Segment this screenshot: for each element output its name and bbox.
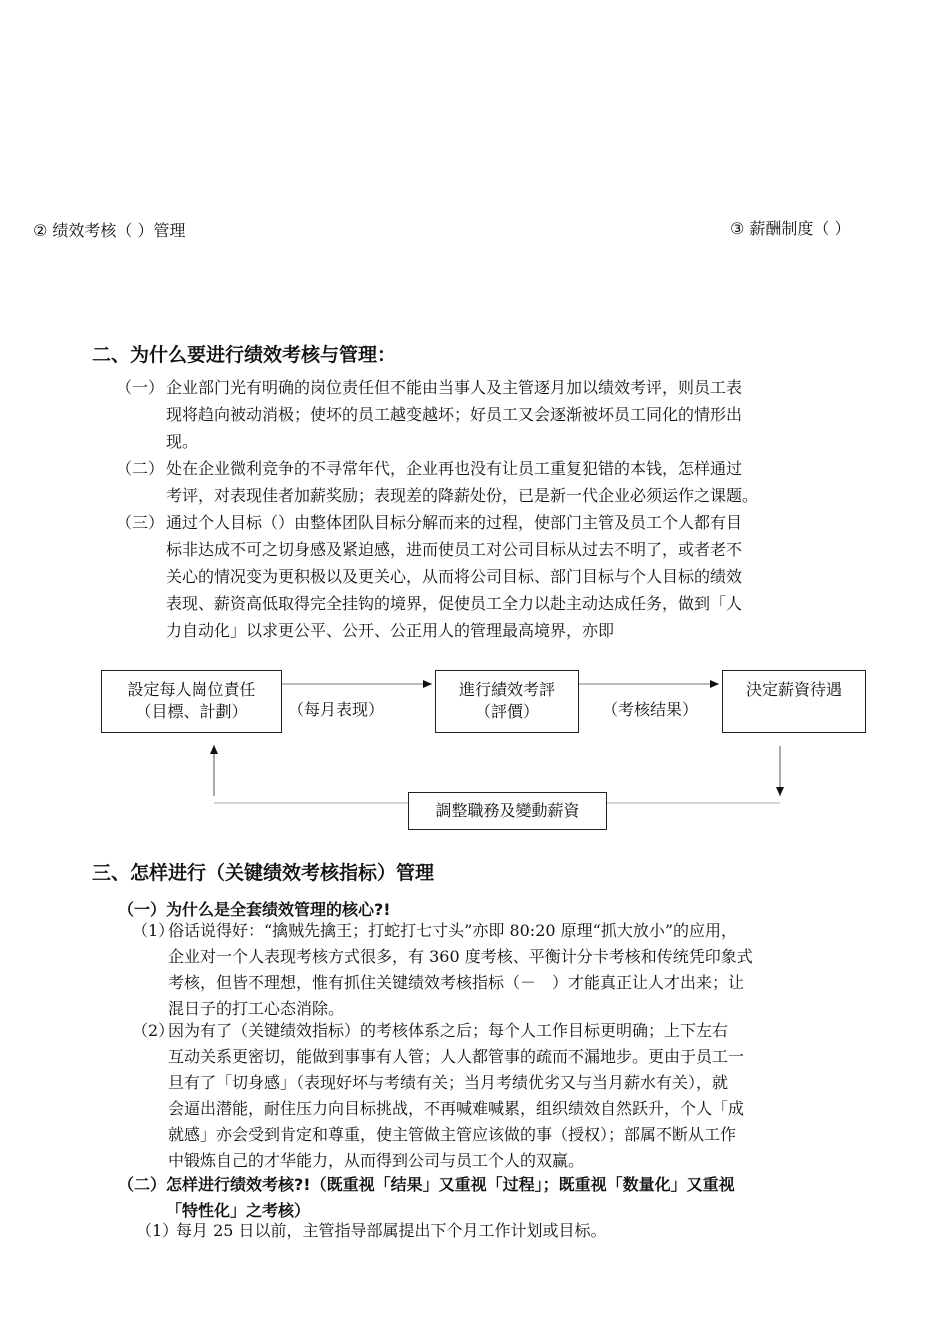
edge-label-monthly: （每月表现） [288, 700, 385, 719]
performance-review-label: ② 绩效考核（ ）管理 [33, 221, 186, 240]
heading-line: （二）怎样进行绩效考核?!（既重视「结果」又重视「过程」；既重视「数量化」又重视 [118, 1175, 735, 1194]
text-line: 关心的情况变为更积极以及更关心，从而将公司目标、部门目标与个人目标的绩效 [166, 567, 743, 586]
box-line: 進行績效考評 [458, 680, 555, 699]
text-line: 因为有了（关键绩效指标）的考核体系之后；每个人工作目标更明确；上下左右 [168, 1021, 729, 1040]
text-line: 现将趋向被动消极；使坏的员工越变越坏；好员工又会逐渐被坏员工同化的情形出 [166, 405, 743, 424]
item-number: （1） [132, 921, 175, 940]
text-line: 会逼出潜能，耐住压力向目标挑战，不再喊难喊累，组织绩效自然跃升，个人「成 [168, 1099, 745, 1118]
text-line: 俗话说得好：“擒贼先擒王；打蛇打七寸头”亦即 80:20 原理“抓大放小”的应用， [168, 921, 738, 940]
section-3-sub-1-item-2 [132, 1018, 872, 1174]
text-line: 考核，但皆不理想，惟有抓住关键绩效考核指标（－ ）才能真正让人才出来；让 [168, 973, 745, 992]
section-3-title: 三、怎样进行（关键绩效考核指标）管理 [92, 862, 435, 884]
section-3-sub-2-item-1 [136, 1218, 876, 1244]
box-line: 設定每人崗位責任 [127, 680, 256, 699]
text-line: 就感」亦会受到肯定和尊重，使主管做主管应该做的事（授权）；部属不断从工作 [168, 1125, 737, 1144]
item-number: （1） [136, 1221, 179, 1240]
flow-box-performance-review [435, 670, 579, 733]
flow-box-salary-decision [722, 670, 866, 733]
box-line: （目標、計劃） [135, 702, 248, 721]
section-3-sub-1-heading: （一）为什么是全套绩效管理的核心?! [118, 900, 391, 919]
item-number: （2） [132, 1021, 175, 1040]
item-number: （一） [116, 378, 165, 397]
flow-box-adjust-position [408, 792, 607, 830]
box-line: 決定薪資待遇 [745, 680, 842, 699]
edge-label-results: （考核结果） [602, 700, 699, 719]
item-number: （二） [116, 459, 165, 478]
text-line: 企业部门光有明确的岗位责任但不能由当事人及主管逐月加以绩效考评，则员工表 [166, 378, 743, 397]
box-line: 調整職務及變動薪資 [435, 801, 580, 820]
flow-box-set-responsibility [101, 670, 282, 733]
text-line: 旦有了「切身感」（表现好坏与考绩有关；当月考绩优劣又与当月薪水有关），就 [168, 1073, 729, 1092]
heading-line: 「特性化」之考核） [166, 1201, 311, 1220]
item-number: （三） [116, 513, 165, 532]
section-3-sub-2-heading [118, 1172, 735, 1224]
text-line: 互动关系更密切，能做到事事有人管；人人都管事的疏而不漏地步。更由于员工一 [168, 1047, 745, 1066]
text-line: 力自动化」以求更公平、公开、公正用人的管理最高境界，亦即 [166, 621, 615, 640]
text-line: 通过个人目标（）由整体团队目标分解而来的过程，使部门主管及员工个人都有目 [166, 513, 743, 532]
text-line: 中锻炼自己的才华能力，从而得到公司与员工个人的双赢。 [168, 1151, 585, 1170]
text-line: 每月 25 日以前，主管指导部属提出下个月工作计划或目标。 [176, 1221, 607, 1240]
text-line: 混日子的打工心态消除。 [168, 999, 345, 1018]
text-line: 表现、薪资高低取得完全挂钩的境界，促使员工全力以赴主动达成任务，做到「人 [166, 594, 743, 613]
text-line: 处在企业微利竞争的不寻常年代，企业再也没有让员工重复犯错的本钱，怎样通过 [166, 459, 743, 478]
section-3-sub-1-item-1 [132, 918, 872, 1022]
text-line: 考评，对表现佳者加薪奖励；表现差的降薪处份，已是新一代企业必须运作之课题。 [166, 486, 759, 505]
section-2-title: 二、为什么要进行绩效考核与管理： [92, 344, 397, 366]
salary-system-label: ③ 薪酬制度（ ） [730, 219, 851, 238]
text-line: 企业对一个人表现考核方式很多，有 360 度考核、平衡计分卡考核和传统凭印象式 [168, 947, 753, 966]
box-line: （評價） [474, 702, 539, 721]
text-line: 标非达成不可之切身感及紧迫感，进而使员工对公司目标从过去不明了，或者老不 [166, 540, 743, 559]
text-line: 现。 [166, 432, 199, 451]
